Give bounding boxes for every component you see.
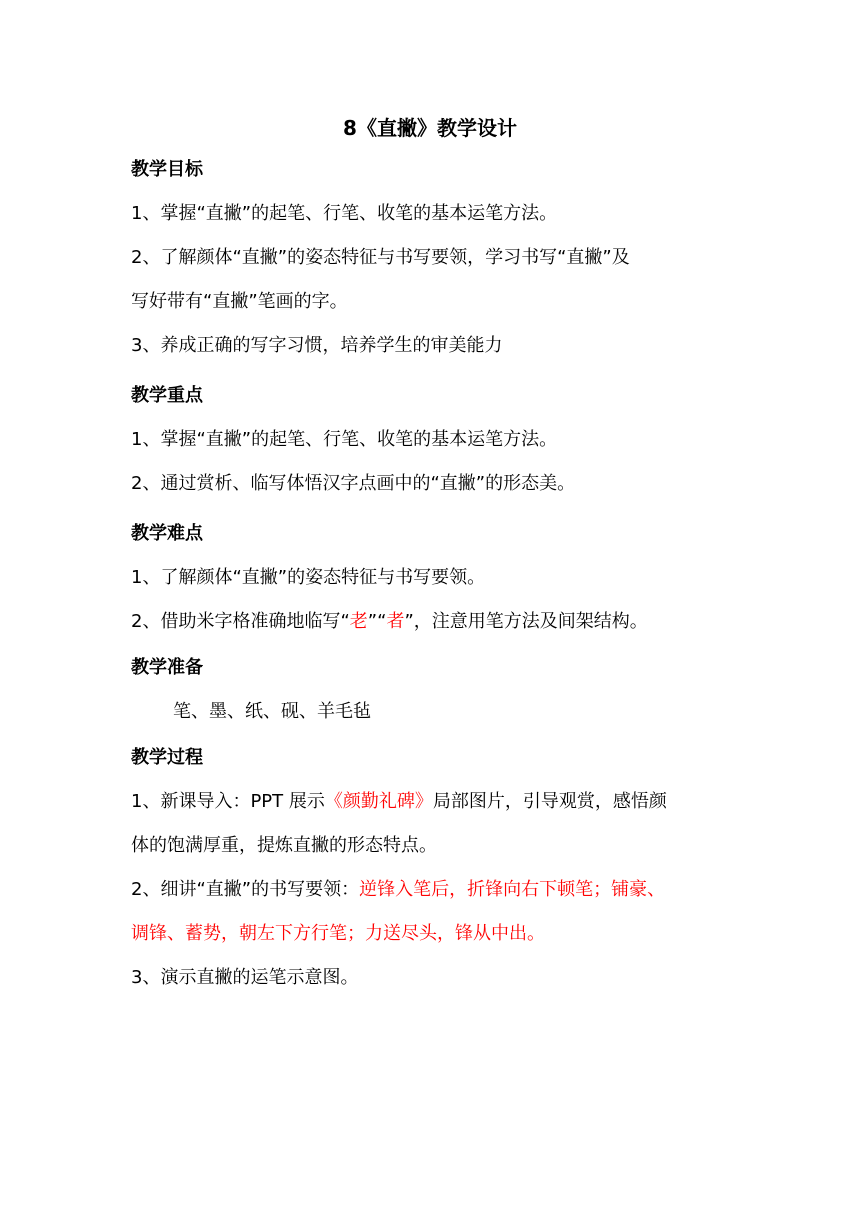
list-item	[131, 600, 731, 644]
section-heading: 教学过程	[131, 747, 203, 768]
section-preparation	[131, 646, 731, 734]
section-goals	[131, 148, 731, 368]
text-segment: 局部图片，引导观赏，感悟颜	[432, 791, 667, 812]
list-item: 3、演示直撇的运笔示意图。	[131, 967, 359, 988]
list-item: 1、了解颜体“直撇”的姿态特征与书写要领。	[131, 567, 486, 588]
list-item-continued: 体的饱满厚重，提炼直撇的形态特点。	[131, 835, 437, 856]
text-segment: ”“	[367, 611, 387, 632]
section-key-points	[131, 374, 731, 506]
highlight-text: 逆锋入笔后，折锋向右下顿笔；铺豪、	[359, 879, 666, 900]
list-item: 1、掌握“直撇”的起笔、行笔、收笔的基本运笔方法。	[131, 203, 558, 224]
document-title: 8《直撇》教学设计	[343, 116, 517, 140]
section-heading: 教学难点	[131, 523, 203, 544]
list-item: 写好带有“直撇”笔画的字。	[131, 291, 348, 312]
list-item: 2、通过赏析、临写体悟汉字点画中的“直撇”的形态美。	[131, 473, 576, 494]
section-process	[131, 736, 731, 1000]
section-heading: 教学准备	[131, 657, 203, 678]
list-item: 3、养成正确的写字习惯，培养学生的审美能力	[131, 335, 503, 356]
section-heading: 教学重点	[131, 385, 203, 406]
text-segment: 2、借助米字格准确地临写“	[131, 611, 350, 632]
text-segment: 1、新课导入：PPT 展示	[131, 791, 325, 812]
list-item	[131, 780, 731, 824]
highlight-char: 者	[386, 611, 405, 632]
highlight-text: 《颜勤礼碑》	[324, 791, 433, 812]
list-item	[131, 868, 731, 912]
list-item: 1、掌握“直撇”的起笔、行笔、收笔的基本运笔方法。	[131, 429, 558, 450]
highlight-char: 老	[349, 611, 368, 632]
text-segment: ”，注意用笔方法及间架结构。	[404, 611, 648, 632]
prep-materials: 笔、墨、纸、砚、羊毛毡	[173, 701, 371, 722]
list-item-continued: 调锋、蓄势，朝左下方行笔；力送尽头，锋从中出。	[131, 923, 545, 944]
section-heading: 教学目标	[131, 159, 203, 180]
text-segment: 2、细讲“直撇”的书写要领：	[131, 879, 360, 900]
list-item: 2、了解颜体“直撇”的姿态特征与书写要领，学习书写“直撇”及	[131, 247, 630, 268]
section-difficult-points	[131, 512, 731, 644]
